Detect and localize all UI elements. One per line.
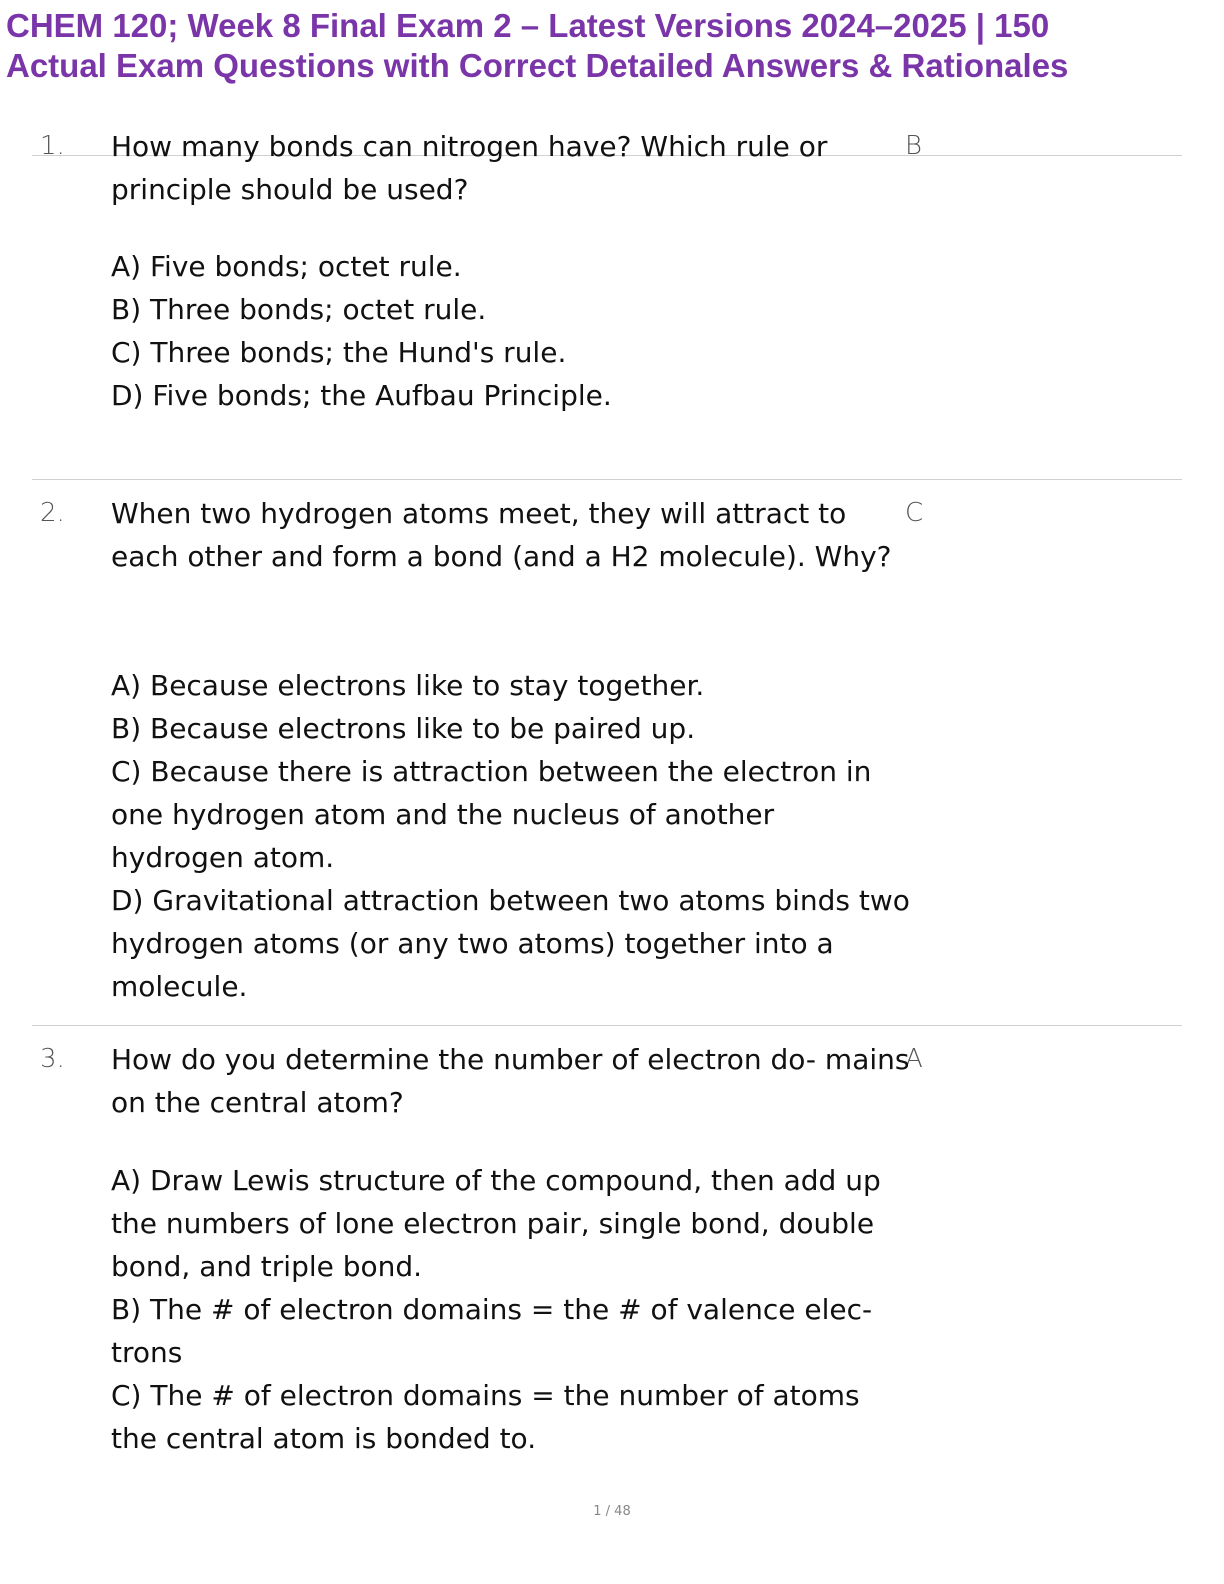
question-number: 2. <box>40 498 65 528</box>
option-c: C) Three bonds; the Hund's rule. <box>111 336 567 369</box>
option-a: A) Because electrons like to stay together. <box>111 669 705 702</box>
option-b: B) The # of electron domains = the # of valence elec- trons <box>111 1293 873 1369</box>
question-number: 3. <box>40 1044 65 1074</box>
option-c: C) The # of electron domains = the number of atoms the central atom is bonded to. <box>111 1379 860 1455</box>
option-d: D) Five bonds; the Aufbau Principle. <box>111 379 612 412</box>
option-c: C) Because there is attraction between the electron in one hydrogen atom and the nucleus of another hydrogen atom. <box>111 755 872 874</box>
question-text: How do you determine the number of electron do- mains on the central atom? <box>111 1043 910 1119</box>
question-divider <box>32 1025 1182 1026</box>
answer-key: B <box>905 131 923 161</box>
question-number: 1. <box>40 131 65 161</box>
answer-options <box>111 1159 911 1460</box>
option-b: B) Because electrons like to be paired up. <box>111 712 696 745</box>
answer-options <box>111 664 911 1008</box>
answer-options <box>111 245 911 417</box>
title-line-2: Actual Exam Questions with Correct Detailed Answers & Rationales <box>6 47 1069 84</box>
option-a: A) Draw Lewis structure of the compound, then add up the numbers of lone electron pair, single bond, double bond, and triple bond. <box>111 1164 881 1283</box>
page-indicator: 1 / 48 <box>593 1504 631 1519</box>
answer-key: A <box>905 1044 923 1074</box>
option-b: B) Three bonds; octet rule. <box>111 293 487 326</box>
title-line-1: CHEM 120; Week 8 Final Exam 2 – Latest Versions 2024–2025 | 150 <box>6 7 1050 44</box>
document-title <box>6 6 1206 86</box>
question-text: How many bonds can nitrogen have? Which rule or principle should be used? <box>111 130 828 206</box>
question-text: When two hydrogen atoms meet, they will attract to each other and form a bond (and a H2 molecule). Why? <box>111 497 892 573</box>
option-d: D) Gravitational attraction between two atoms binds two hydrogen atoms (or any two atoms) together into a molecule. <box>111 884 910 1003</box>
question-divider <box>32 479 1182 480</box>
answer-key: C <box>905 498 924 528</box>
option-a: A) Five bonds; octet rule. <box>111 250 462 283</box>
